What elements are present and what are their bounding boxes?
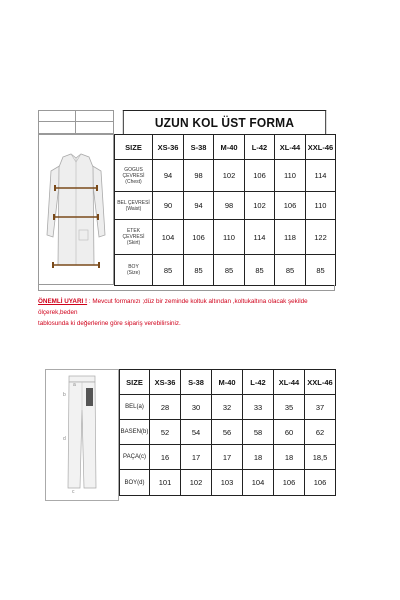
row-label-hip: BASEN(b) — [120, 420, 150, 445]
row-label-length: BOY(d) — [120, 470, 150, 496]
value-cell: 28 — [150, 395, 181, 420]
value-cell: 85 — [153, 255, 184, 286]
header-cell: XS-36 — [153, 135, 184, 160]
table-row — [120, 470, 336, 496]
row-label-waist: BEL(a) — [120, 395, 150, 420]
warning-text-line2: tablosunda ki değerlerine göre sipariş verebilirsiniz. — [38, 320, 181, 327]
top-left-header-grid — [38, 110, 114, 134]
value-cell: 62 — [305, 420, 336, 445]
value-cell: 106 — [184, 220, 214, 255]
value-cell: 104 — [243, 470, 274, 496]
value-cell: 103 — [212, 470, 243, 496]
value-cell: 98 — [184, 160, 214, 192]
shirt-illustration — [38, 134, 114, 285]
table-row — [120, 445, 336, 470]
top-size-table — [114, 134, 336, 286]
value-cell: 85 — [214, 255, 245, 286]
row-label-text: BOY — [128, 264, 139, 270]
value-cell: 90 — [153, 192, 184, 220]
table-row — [115, 255, 336, 286]
table-row — [120, 420, 336, 445]
warning-text-line1: : Mevcut formanızı ;düz bir zeminde koltuk altından ,koltukaltına olacak şekilde ölçerek,beden — [38, 298, 308, 316]
value-cell: 104 — [153, 220, 184, 255]
table-row — [115, 192, 336, 220]
row-label-text: (Waist) — [125, 205, 142, 212]
value-cell: 102 — [181, 470, 212, 496]
diagram-label-b: b — [63, 392, 66, 398]
pants-diagram-icon — [46, 370, 118, 500]
value-cell: 110 — [306, 192, 336, 220]
header-cell: XS-36 — [150, 370, 181, 395]
header-cell: S-38 — [184, 135, 214, 160]
value-cell: 37 — [305, 395, 336, 420]
header-cell: XXL-46 — [305, 370, 336, 395]
row-label-chest — [115, 160, 153, 192]
value-cell: 85 — [184, 255, 214, 286]
value-cell: 94 — [153, 160, 184, 192]
value-cell: 32 — [212, 395, 243, 420]
value-cell: 33 — [243, 395, 274, 420]
row-label-text: (Chest) — [125, 178, 142, 185]
value-cell: 18,5 — [305, 445, 336, 470]
value-cell: 16 — [150, 445, 181, 470]
value-cell: 106 — [305, 470, 336, 496]
value-cell: 106 — [245, 160, 275, 192]
header-cell: SIZE — [120, 370, 150, 395]
row-label-waist — [115, 192, 153, 220]
row-label-text: ÇEVRESİ — [122, 234, 145, 240]
value-cell: 18 — [274, 445, 305, 470]
value-cell: 110 — [214, 220, 245, 255]
value-cell: 114 — [245, 220, 275, 255]
value-cell: 85 — [306, 255, 336, 286]
bottom-table-header-row — [120, 370, 336, 395]
value-cell: 17 — [181, 445, 212, 470]
diagram-label-d: d — [63, 436, 66, 442]
value-cell: 54 — [181, 420, 212, 445]
top-chart-bottom-border — [38, 285, 335, 291]
value-cell: 101 — [150, 470, 181, 496]
row-label-skirt — [115, 220, 153, 255]
value-cell: 98 — [214, 192, 245, 220]
top-table-header-row — [115, 135, 336, 160]
value-cell: 30 — [181, 395, 212, 420]
table-row — [120, 395, 336, 420]
value-cell: 102 — [214, 160, 245, 192]
value-cell: 52 — [150, 420, 181, 445]
warning-label: ÖNEMLİ UYARI ! — [38, 298, 88, 305]
header-cell: L-42 — [245, 135, 275, 160]
row-label-text: ETEK — [126, 228, 141, 234]
value-cell: 85 — [275, 255, 306, 286]
shirt-diagram-icon — [39, 135, 113, 284]
table-row — [115, 220, 336, 255]
value-cell: 94 — [184, 192, 214, 220]
value-cell: 106 — [274, 470, 305, 496]
value-cell: 102 — [245, 192, 275, 220]
value-cell: 58 — [243, 420, 274, 445]
header-cell: XL-44 — [275, 135, 306, 160]
value-cell: 85 — [245, 255, 275, 286]
value-cell: 35 — [274, 395, 305, 420]
value-cell: 56 — [212, 420, 243, 445]
row-label-text: (Skirt) — [126, 240, 141, 246]
row-label-leg-opening: PAÇA(c) — [120, 445, 150, 470]
value-cell: 122 — [306, 220, 336, 255]
value-cell: 114 — [306, 160, 336, 192]
row-label-text: BEL ÇEVRESİ — [117, 199, 150, 206]
value-cell: 17 — [212, 445, 243, 470]
bottom-size-table — [119, 369, 336, 496]
header-cell: SIZE — [115, 135, 153, 160]
value-cell: 106 — [275, 192, 306, 220]
row-label-size — [115, 255, 153, 286]
header-cell: XXL-46 — [306, 135, 336, 160]
table-row — [115, 160, 336, 192]
header-cell: XL-44 — [274, 370, 305, 395]
value-cell: 118 — [275, 220, 306, 255]
row-label-text: GOGUS — [124, 166, 143, 173]
value-cell: 18 — [243, 445, 274, 470]
header-cell: M-40 — [214, 135, 245, 160]
header-cell: L-42 — [243, 370, 274, 395]
diagram-label-a: a — [73, 382, 76, 388]
value-cell: 110 — [275, 160, 306, 192]
warning-note — [38, 296, 338, 329]
value-cell: 60 — [274, 420, 305, 445]
header-cell: S-38 — [181, 370, 212, 395]
top-chart-title: UZUN KOL ÜST FORMA — [123, 110, 326, 134]
row-label-text: (Size) — [126, 270, 141, 276]
row-label-text: ÇEVRESİ — [122, 172, 145, 179]
diagram-label-c: c — [72, 489, 75, 495]
header-cell: M-40 — [212, 370, 243, 395]
pants-illustration — [45, 369, 119, 501]
